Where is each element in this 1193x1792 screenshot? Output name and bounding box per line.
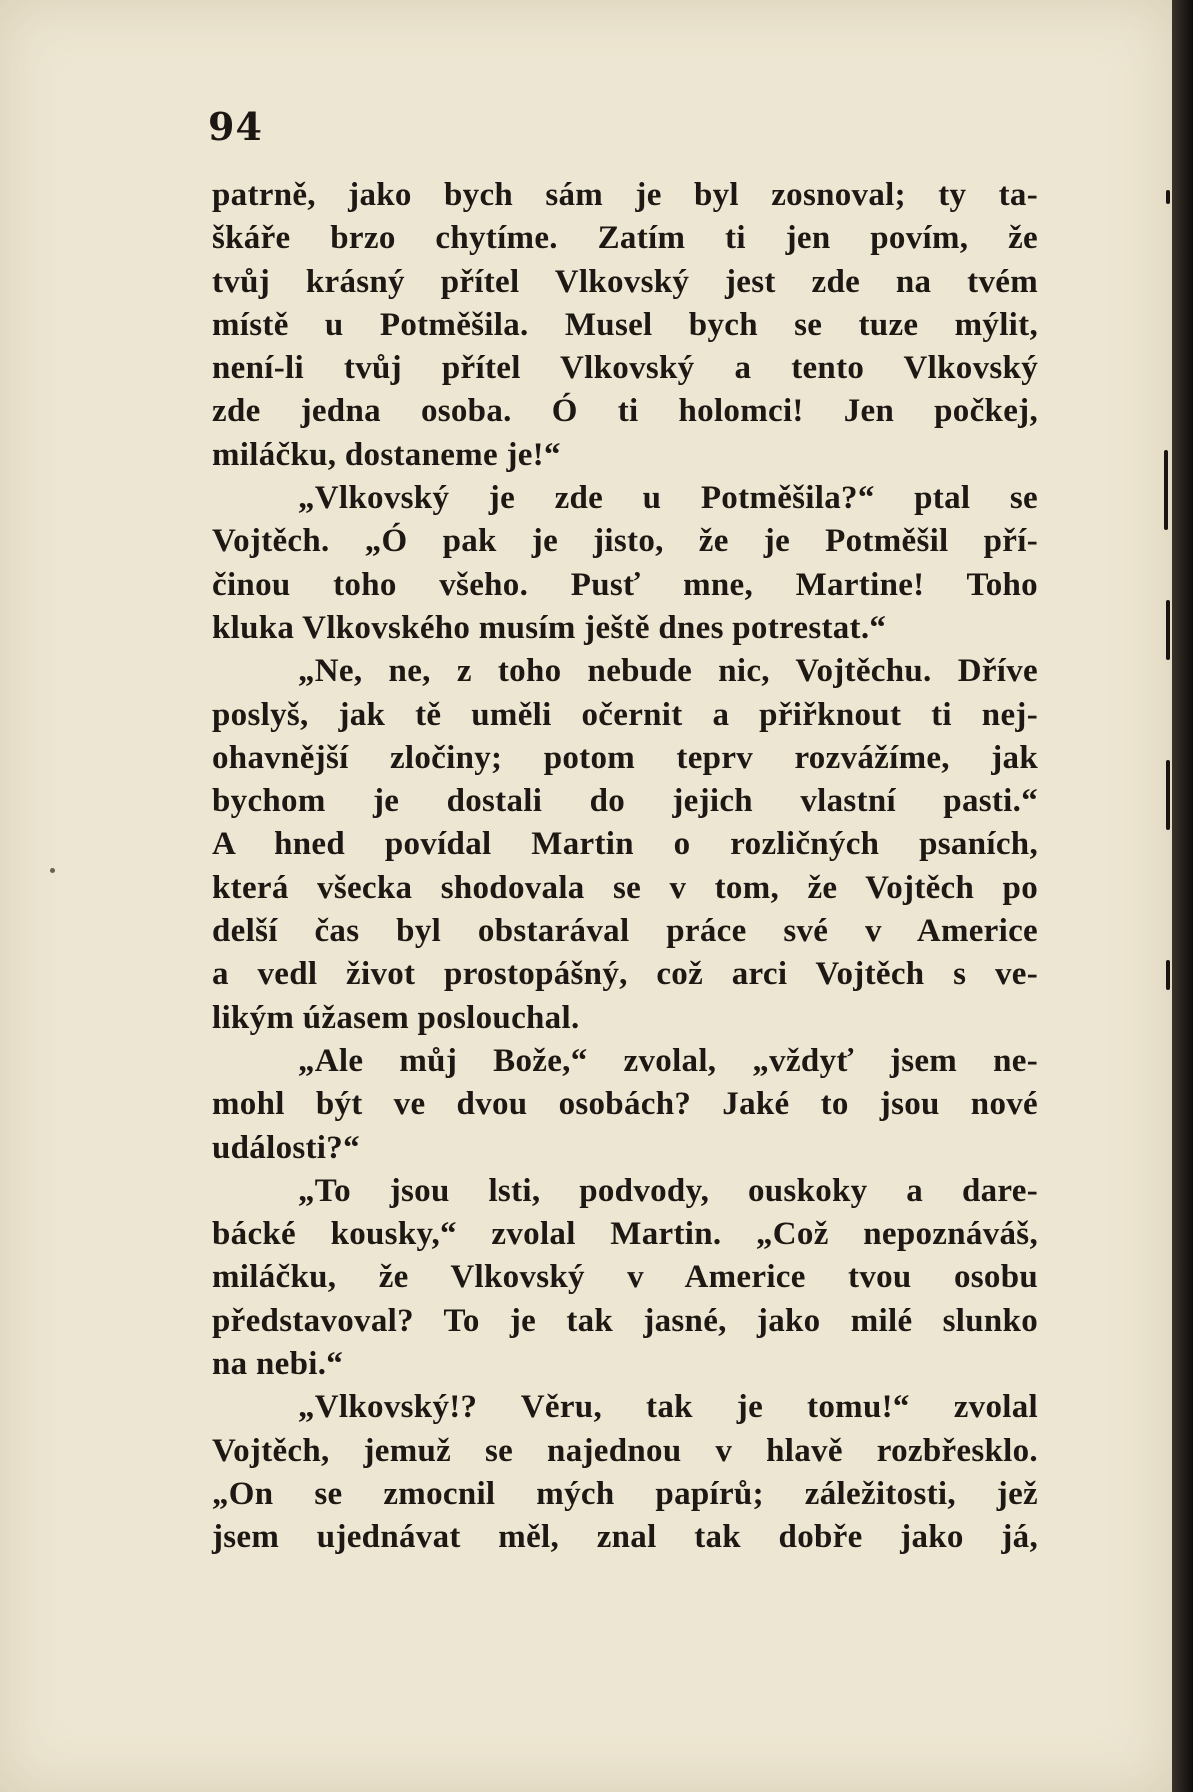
text-line: zde jedna osoba. Ó ti holomci! Jen počkej, xyxy=(212,393,1038,430)
text-line: patrně, jako bych sám je byl zosnoval; ty ta- xyxy=(212,177,1038,213)
text-line: likým úžasem poslouchal. xyxy=(212,999,580,1036)
text-line: bychom je dostali do jejich vlastní pasti.“ xyxy=(212,783,1038,820)
edge-mark xyxy=(1166,600,1170,660)
edge-mark xyxy=(1166,190,1170,204)
text-line: „Vlkovský!? Věru, tak je tomu!“ zvolal xyxy=(298,1389,1038,1426)
text-line: ohavnější zločiny; potom teprv rozvážíme, jak xyxy=(212,739,1038,776)
text-line: miláčku, dostaneme je!“ xyxy=(212,436,561,473)
text-line: Vojtěch, jemuž se najednou v hlavě rozbřesklo. xyxy=(212,1432,1038,1469)
text-line: kluka Vlkovského musím ještě dnes potrestat.“ xyxy=(212,609,887,646)
edge-mark xyxy=(1164,450,1168,530)
paper-speck xyxy=(50,868,55,873)
text-line: představoval? To je tak jasné, jako milé slunko xyxy=(212,1302,1038,1339)
text-line: mohl být ve dvou osobách? Jaké to jsou nové xyxy=(212,1086,1038,1123)
text-line: miláčku, že Vlkovský v Americe tvou osobu xyxy=(212,1259,1038,1296)
text-line: škáře brzo chytíme. Zatím ti jen povím, že xyxy=(212,220,1038,257)
text-line: která všecka shodovala se v tom, že Vojtěch po xyxy=(212,869,1038,906)
text-line: A hned povídal Martin o rozličných psaních, xyxy=(212,826,1038,863)
text-line: místě u Potměšila. Musel bych se tuze mýlit, xyxy=(212,306,1038,343)
text-line: „Vlkovský je zde u Potměšila?“ ptal se xyxy=(298,480,1038,517)
text-line: „Ale můj Bože,“ zvolal, „vždyť jsem ne- xyxy=(298,1042,1038,1079)
body-text xyxy=(212,174,1038,1560)
page-number: 94 xyxy=(208,104,263,149)
text-line: není-li tvůj přítel Vlkovský a tento Vlkovský xyxy=(212,350,1038,387)
text-line: a vedl život prostopášný, což arci Vojtěch s ve- xyxy=(212,956,1038,993)
text-line: události?“ xyxy=(212,1129,360,1166)
text-line: tvůj krásný přítel Vlkovský jest zde na tvém xyxy=(212,263,1038,300)
text-line: „To jsou lsti, podvody, ouskoky a dare- xyxy=(298,1172,1038,1209)
edge-mark xyxy=(1166,760,1170,830)
edge-mark xyxy=(1166,960,1170,990)
text-line: jsem ujednávat měl, znal tak dobře jako já, xyxy=(212,1519,1038,1556)
text-line: „On se zmocnil mých papírů; záležitosti, jež xyxy=(212,1475,1038,1512)
text-line: činou toho všeho. Pusť mne, Martine! Toho xyxy=(212,566,1038,603)
text-line: bácké kousky,“ zvolal Martin. „Což nepoznáváš, xyxy=(212,1216,1038,1253)
text-line: poslyš, jak tě uměli očernit a přiřknout ti nej- xyxy=(212,696,1038,733)
text-line: delší čas byl obstarával práce své v Americe xyxy=(212,913,1038,950)
text-line: na nebi.“ xyxy=(212,1346,344,1383)
text-line: „Ne, ne, z toho nebude nic, Vojtěchu. Dříve xyxy=(298,653,1038,690)
text-line: Vojtěch. „Ó pak je jisto, že je Potměšil pří- xyxy=(212,523,1038,560)
book-gutter xyxy=(1172,0,1193,1792)
